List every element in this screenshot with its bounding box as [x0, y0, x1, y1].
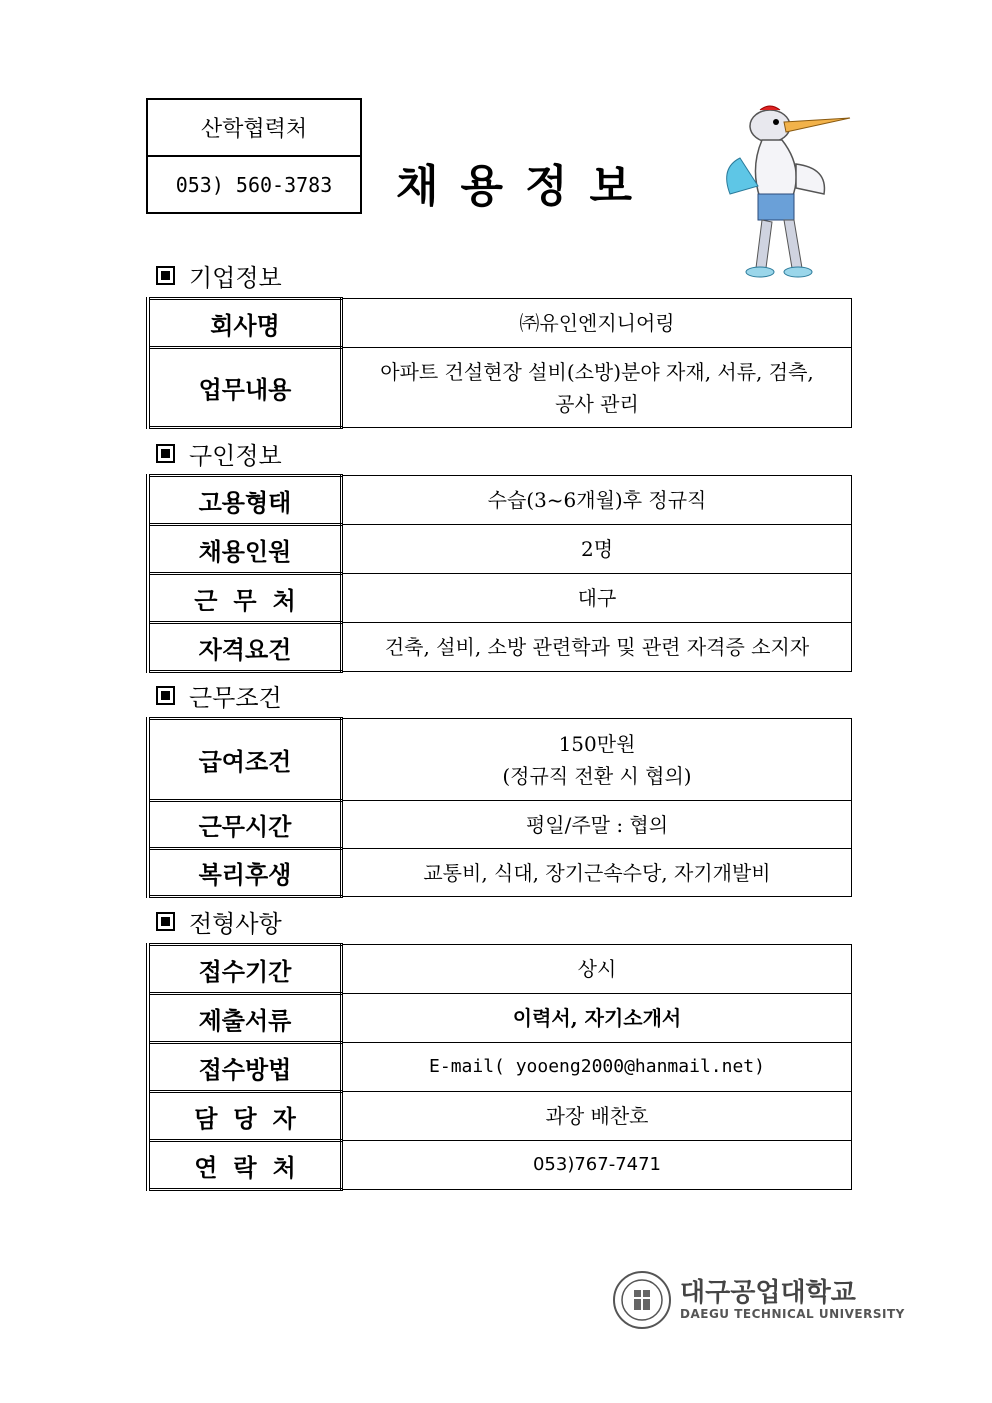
university-name-en: DAEGU TECHNICAL UNIVERSITY: [680, 1307, 905, 1321]
contact-label: 산학협력처: [148, 100, 360, 157]
table-row: [148, 623, 852, 672]
university-logo: [612, 1270, 905, 1330]
row-value: 과장 배찬호: [342, 1092, 852, 1141]
section-heading-recruit: 구인정보: [156, 436, 282, 471]
row-label: 회사명: [148, 299, 342, 348]
table-row: [148, 348, 852, 428]
row-label: 담당자: [148, 1092, 342, 1141]
row-value: 2명: [342, 525, 852, 574]
screening-table: [146, 943, 852, 1191]
row-label: 업무내용: [148, 348, 342, 428]
row-label: 제출서류: [148, 994, 342, 1043]
section-heading-conditions: 근무조건: [156, 678, 282, 713]
table-row: [148, 1043, 852, 1092]
table-row: [148, 994, 852, 1043]
phone-value: 053)767-7471: [342, 1141, 852, 1190]
row-label: 복리후생: [148, 849, 342, 897]
row-label: 근무시간: [148, 801, 342, 849]
table-row: [148, 801, 852, 849]
mascot-crane-icon: [700, 98, 860, 288]
table-row: [148, 299, 852, 348]
table-row: [148, 1141, 852, 1190]
contact-phone: 053) 560-3783: [175, 172, 333, 197]
square-bullet-icon: [156, 444, 175, 463]
square-bullet-icon: [156, 266, 175, 285]
section-heading-screening: 전형사항: [156, 904, 282, 939]
row-value: 건축, 설비, 소방 관련학과 및 관련 자격증 소지자: [342, 623, 852, 672]
row-label: 자격요건: [148, 623, 342, 672]
row-value-multiline: 150만원 (정규직 전환 시 협의): [342, 719, 852, 801]
row-value: 상시: [342, 945, 852, 994]
row-value-multiline: 아파트 건설현장 설비(소방)분야 자재, 서류, 검측, 공사 관리: [342, 348, 852, 428]
row-label: 접수기간: [148, 945, 342, 994]
square-bullet-icon: [156, 686, 175, 705]
row-label: 채용인원: [148, 525, 342, 574]
row-value: 교통비, 식대, 장기근속수당, 자기개발비: [342, 849, 852, 897]
row-value: 대구: [342, 574, 852, 623]
section-heading-company: 기업정보: [156, 258, 282, 293]
contact-box: [146, 98, 362, 214]
row-label: 연락처: [148, 1141, 342, 1190]
table-row: [148, 719, 852, 801]
company-table: [146, 297, 852, 429]
page-title: 채용정보: [395, 161, 654, 212]
email-value: E-mail( yooeng2000@hanmail.net): [342, 1043, 852, 1092]
row-label: 고용형태: [148, 476, 342, 525]
row-value: ㈜유인엔지니어링: [342, 299, 852, 348]
row-value: 이력서, 자기소개서: [342, 994, 852, 1043]
table-row: [148, 574, 852, 623]
recruit-table: [146, 474, 852, 673]
row-label: 접수방법: [148, 1043, 342, 1092]
table-row: [148, 849, 852, 897]
square-bullet-icon: [156, 912, 175, 931]
row-value: 수습(3~6개월)후 정규직: [342, 476, 852, 525]
row-value: 평일/주말 : 협의: [342, 801, 852, 849]
university-name-ko: 대구공업대학교: [680, 1278, 856, 1308]
row-label: 근무처: [148, 574, 342, 623]
table-row: [148, 945, 852, 994]
row-label: 급여조건: [148, 719, 342, 801]
table-row: [148, 525, 852, 574]
table-row: [148, 1092, 852, 1141]
conditions-table: [146, 717, 852, 898]
university-seal-icon: [612, 1270, 672, 1330]
table-row: [148, 476, 852, 525]
